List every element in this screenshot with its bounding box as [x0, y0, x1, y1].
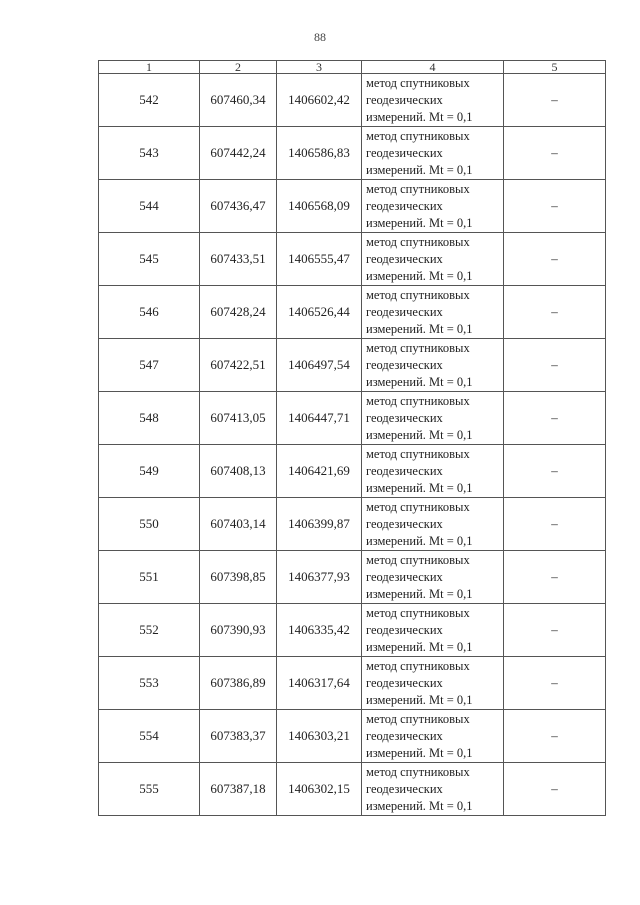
point-number-cell: 552 [99, 604, 200, 657]
method-cell [362, 233, 504, 286]
point-number-cell: 547 [99, 339, 200, 392]
x-coordinate-cell: 607398,85 [200, 551, 277, 604]
method-line: измерений. Mt = 0,1 [366, 639, 473, 654]
point-number-cell: 548 [99, 392, 200, 445]
table-row [99, 551, 606, 604]
method-cell [362, 551, 504, 604]
method-line: метод спутниковых [366, 287, 470, 302]
method-line: измерений. Mt = 0,1 [366, 427, 473, 442]
y-coordinate-cell: 1406526,44 [277, 286, 362, 339]
point-number-cell: 544 [99, 180, 200, 233]
method-line: геодезических [366, 92, 443, 107]
method-line: измерений. Mt = 0,1 [366, 692, 473, 707]
y-coordinate-cell: 1406335,42 [277, 604, 362, 657]
method-line: геодезических [366, 622, 443, 637]
method-cell [362, 286, 504, 339]
column-header-3: 3 [277, 61, 362, 74]
table-row [99, 286, 606, 339]
point-number-cell: 551 [99, 551, 200, 604]
method-line: геодезических [366, 198, 443, 213]
point-number-cell: 542 [99, 74, 200, 127]
note-cell: – [504, 604, 606, 657]
x-coordinate-cell: 607387,18 [200, 763, 277, 816]
method-cell [362, 445, 504, 498]
method-cell [362, 763, 504, 816]
point-number-cell: 543 [99, 127, 200, 180]
method-cell [362, 657, 504, 710]
method-line: измерений. Mt = 0,1 [366, 745, 473, 760]
method-line: геодезических [366, 463, 443, 478]
method-line: геодезических [366, 410, 443, 425]
column-header-4: 4 [362, 61, 504, 74]
method-line: геодезических [366, 304, 443, 319]
method-cell [362, 392, 504, 445]
method-cell [362, 180, 504, 233]
x-coordinate-cell: 607383,37 [200, 710, 277, 763]
table-row [99, 127, 606, 180]
point-number-cell: 553 [99, 657, 200, 710]
method-line: метод спутниковых [366, 605, 470, 620]
note-cell: – [504, 339, 606, 392]
method-line: метод спутниковых [366, 499, 470, 514]
method-cell [362, 74, 504, 127]
method-line: измерений. Mt = 0,1 [366, 374, 473, 389]
method-line: геодезических [366, 569, 443, 584]
table-row [99, 74, 606, 127]
y-coordinate-cell: 1406586,83 [277, 127, 362, 180]
note-cell: – [504, 498, 606, 551]
method-line: геодезических [366, 728, 443, 743]
y-coordinate-cell: 1406302,15 [277, 763, 362, 816]
coordinates-table [98, 60, 606, 816]
x-coordinate-cell: 607408,13 [200, 445, 277, 498]
point-number-cell: 549 [99, 445, 200, 498]
x-coordinate-cell: 607403,14 [200, 498, 277, 551]
method-line: геодезических [366, 675, 443, 690]
y-coordinate-cell: 1406421,69 [277, 445, 362, 498]
method-cell [362, 127, 504, 180]
method-line: метод спутниковых [366, 446, 470, 461]
y-coordinate-cell: 1406377,93 [277, 551, 362, 604]
point-number-cell: 555 [99, 763, 200, 816]
table-row [99, 763, 606, 816]
x-coordinate-cell: 607413,05 [200, 392, 277, 445]
method-line: геодезических [366, 516, 443, 531]
y-coordinate-cell: 1406555,47 [277, 233, 362, 286]
table-row [99, 604, 606, 657]
y-coordinate-cell: 1406568,09 [277, 180, 362, 233]
method-line: измерений. Mt = 0,1 [366, 321, 473, 336]
x-coordinate-cell: 607422,51 [200, 339, 277, 392]
table-row [99, 498, 606, 551]
x-coordinate-cell: 607436,47 [200, 180, 277, 233]
method-line: геодезических [366, 357, 443, 372]
method-line: измерений. Mt = 0,1 [366, 586, 473, 601]
column-header-1: 1 [99, 61, 200, 74]
method-line: измерений. Mt = 0,1 [366, 215, 473, 230]
method-line: измерений. Mt = 0,1 [366, 480, 473, 495]
note-cell: – [504, 286, 606, 339]
table-body [99, 74, 606, 816]
note-cell: – [504, 233, 606, 286]
table-row [99, 657, 606, 710]
note-cell: – [504, 763, 606, 816]
header-row [99, 61, 606, 74]
column-header-2: 2 [200, 61, 277, 74]
note-cell: – [504, 74, 606, 127]
column-header-5: 5 [504, 61, 606, 74]
note-cell: – [504, 392, 606, 445]
method-line: измерений. Mt = 0,1 [366, 533, 473, 548]
table-row [99, 339, 606, 392]
method-line: метод спутниковых [366, 75, 470, 90]
y-coordinate-cell: 1406602,42 [277, 74, 362, 127]
method-line: геодезических [366, 145, 443, 160]
method-line: метод спутниковых [366, 711, 470, 726]
method-line: измерений. Mt = 0,1 [366, 162, 473, 177]
method-line: измерений. Mt = 0,1 [366, 109, 473, 124]
note-cell: – [504, 127, 606, 180]
method-line: метод спутниковых [366, 234, 470, 249]
method-line: измерений. Mt = 0,1 [366, 268, 473, 283]
point-number-cell: 550 [99, 498, 200, 551]
table-row [99, 710, 606, 763]
method-line: геодезических [366, 251, 443, 266]
method-line: метод спутниковых [366, 181, 470, 196]
method-cell [362, 710, 504, 763]
note-cell: – [504, 551, 606, 604]
y-coordinate-cell: 1406317,64 [277, 657, 362, 710]
x-coordinate-cell: 607442,24 [200, 127, 277, 180]
method-cell [362, 339, 504, 392]
point-number-cell: 546 [99, 286, 200, 339]
x-coordinate-cell: 607390,93 [200, 604, 277, 657]
method-line: метод спутниковых [366, 393, 470, 408]
x-coordinate-cell: 607386,89 [200, 657, 277, 710]
note-cell: – [504, 710, 606, 763]
x-coordinate-cell: 607460,34 [200, 74, 277, 127]
method-line: метод спутниковых [366, 764, 470, 779]
method-line: измерений. Mt = 0,1 [366, 798, 473, 813]
y-coordinate-cell: 1406303,21 [277, 710, 362, 763]
table-row [99, 392, 606, 445]
point-number-cell: 554 [99, 710, 200, 763]
method-line: метод спутниковых [366, 552, 470, 567]
method-cell [362, 498, 504, 551]
x-coordinate-cell: 607433,51 [200, 233, 277, 286]
table-row [99, 445, 606, 498]
method-cell [362, 604, 504, 657]
method-line: геодезических [366, 781, 443, 796]
note-cell: – [504, 657, 606, 710]
method-line: метод спутниковых [366, 128, 470, 143]
table-row [99, 233, 606, 286]
note-cell: – [504, 445, 606, 498]
page-number: 88 [314, 30, 326, 44]
method-line: метод спутниковых [366, 340, 470, 355]
method-line: метод спутниковых [366, 658, 470, 673]
point-number-cell: 545 [99, 233, 200, 286]
table-row [99, 180, 606, 233]
y-coordinate-cell: 1406497,54 [277, 339, 362, 392]
y-coordinate-cell: 1406447,71 [277, 392, 362, 445]
y-coordinate-cell: 1406399,87 [277, 498, 362, 551]
x-coordinate-cell: 607428,24 [200, 286, 277, 339]
note-cell: – [504, 180, 606, 233]
